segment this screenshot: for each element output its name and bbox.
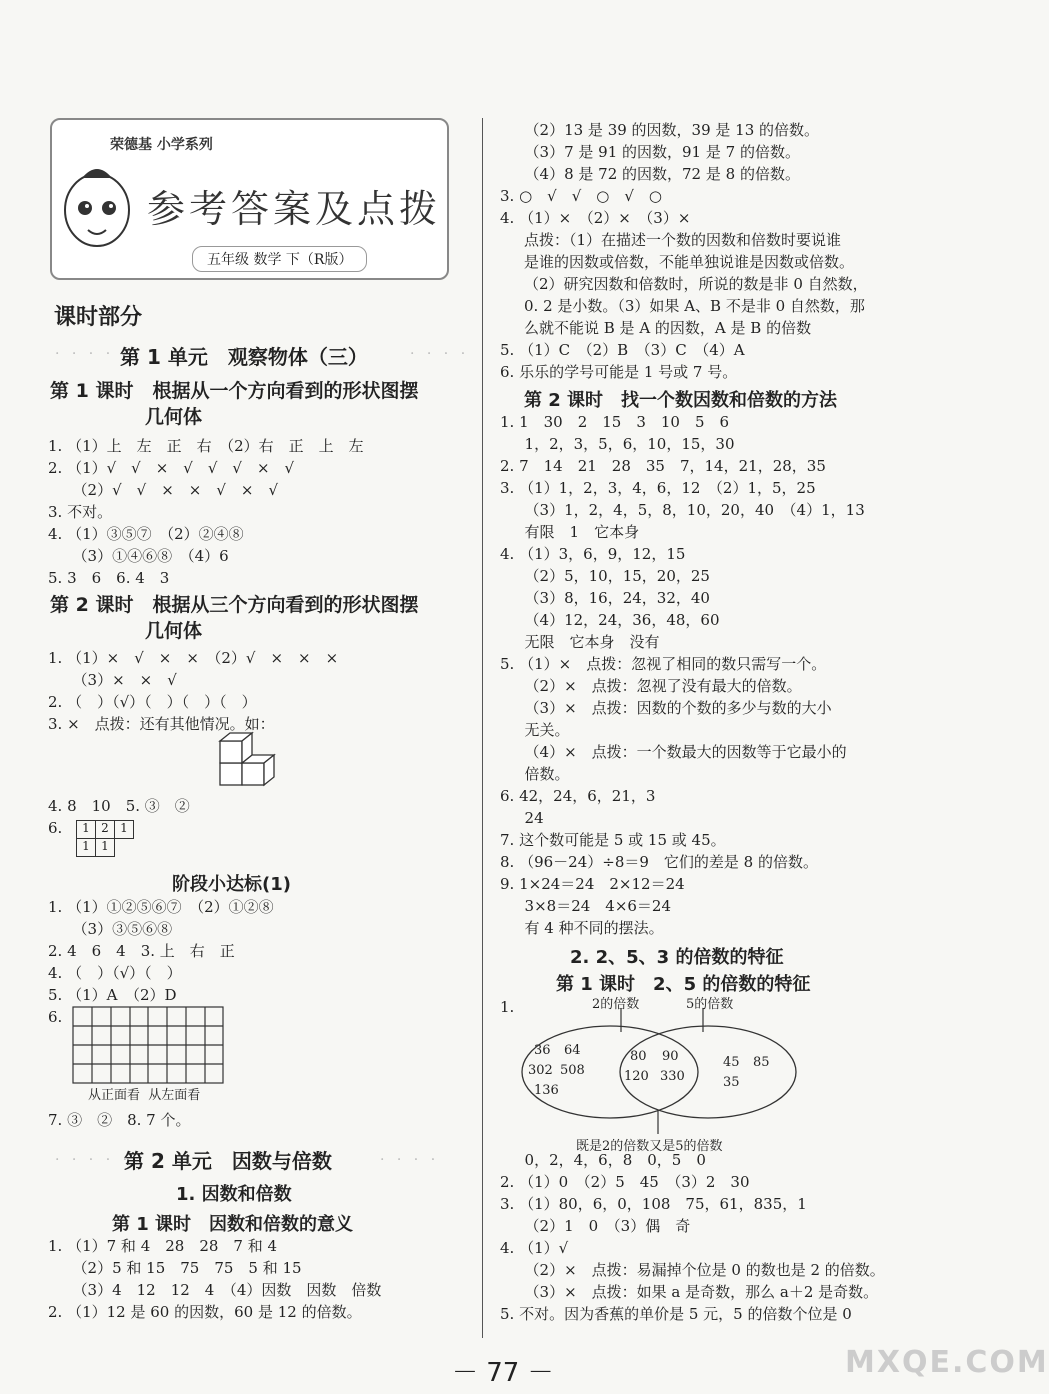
subsection-heading: 1. 因数和倍数 — [176, 1184, 292, 1205]
answer-line: 6. — [48, 819, 63, 837]
answer-line: （2）1 0 （3）偶 奇 — [500, 1217, 691, 1235]
answer-line: 7. 这个数可能是 5 或 15 或 45。 — [500, 831, 726, 849]
answer-line: （3）× 点拨：因数的个数的多少与数的大小 — [500, 699, 832, 717]
answer-line: （4）× 点拨：一个数最大的因数等于它最小的 — [500, 743, 847, 761]
page-number: － 77 － — [452, 1358, 554, 1388]
answer-line: 3. 不对。 — [48, 503, 113, 521]
venn-number: 64 — [564, 1043, 581, 1058]
venn-number: 80 — [630, 1049, 647, 1064]
decor-dots: · · · · · — [55, 1152, 132, 1168]
answer-line: 4. （1）√ — [500, 1239, 569, 1257]
subsection-heading: 2. 2、5、3 的倍数的特征 — [570, 947, 784, 968]
grid-cell: 2 — [95, 820, 115, 839]
venn-number: 120 — [624, 1069, 649, 1084]
answer-line: 3. ○ √ √ ○ √ ○ — [500, 187, 663, 205]
answer-line: 2. （1）0 （2）5 45 （3）2 30 — [500, 1173, 750, 1191]
lesson-heading: 第 1 课时 因数和倍数的意义 — [112, 1214, 354, 1235]
answer-line: 3. （1）80，6，0，108 75，61，835，1 — [500, 1195, 807, 1213]
answer-line: 倍数。 — [500, 765, 570, 783]
answer-line: 4. （1）③⑤⑦ （2）②④⑧ — [48, 525, 244, 543]
venn-number: 35 — [723, 1075, 740, 1090]
answer-line: （3）8，16，24，32，40 — [500, 589, 710, 607]
answer-line: 1. （1）7 和 4 28 28 7 和 4 — [48, 1237, 278, 1255]
mascot-icon — [52, 160, 142, 270]
answer-line: 2. （1）12 是 60 的因数，60 是 12 的倍数。 — [48, 1303, 362, 1321]
grid-cell: 1 — [76, 838, 96, 857]
header-banner — [50, 118, 449, 280]
venn-caption: 既是2的倍数又是5的倍数 — [576, 1139, 723, 1154]
decor-dots: · · · · · — [55, 346, 132, 362]
answer-line: 无限 它本身 没有 — [500, 633, 660, 651]
cube-figure — [218, 733, 280, 791]
answer-line: 1. （1）× √ × × （2）√ × × × — [48, 649, 339, 667]
answer-line: 4. （1）3，6，9，12，15 — [500, 545, 686, 563]
answer-line: 1. （1）①②⑤⑥⑦ （2）①②⑧ — [48, 898, 274, 916]
answer-line: 1. （1）上 左 正 右 （2）右 正 上 左 — [48, 437, 364, 455]
answer-line: （2）5，10，15，20，25 — [500, 567, 710, 585]
answer-line: 8. （96－24）÷8＝9 它们的差是 8 的倍数。 — [500, 853, 818, 871]
answer-line: 6. — [48, 1008, 63, 1026]
venn-label-left: 2的倍数 — [592, 997, 640, 1012]
unit1-heading: 第 1 单元 观察物体（三） — [120, 345, 368, 369]
answer-line: （3）①④⑥⑧ （4）6 — [48, 547, 229, 565]
answer-line: （3）③⑤⑥⑧ — [48, 920, 173, 938]
venn-number: 36 — [534, 1043, 551, 1058]
answer-line: （3）4 12 12 4 （4）因数 因数 倍数 — [48, 1281, 382, 1299]
banner-title: 参考答案及点拨 — [147, 187, 442, 231]
answer-line: 有 4 种不同的摆法。 — [500, 919, 664, 937]
answer-line: 2. 7 14 21 28 35 7，14，21，28，35 — [500, 457, 826, 475]
answer-line: 5. 3 6 6. 4 3 — [48, 569, 170, 587]
answer-line: （4）8 是 72 的因数，72 是 8 的倍数。 — [500, 165, 800, 183]
answer-line: 2. 4 6 4 3. 上 右 正 — [48, 942, 235, 960]
answer-line: 5. 不对。因为香蕉的单价是 5 元，5 的倍数个位是 0 — [500, 1305, 852, 1323]
answer-line: （2）研究因数和倍数时，所说的数是非 0 自然数， — [524, 275, 868, 293]
grid-cell: 1 — [95, 838, 115, 857]
grid-cell: 1 — [76, 820, 96, 839]
answer-line: 0，2，4，6，8 0，5 0 — [500, 1151, 706, 1169]
answer-line: 9. 1×24＝24 2×12＝24 — [500, 875, 685, 893]
stage-heading: 阶段小达标(1) — [172, 874, 291, 895]
digit-grid — [76, 820, 136, 858]
answer-line: （3）× 点拨：如果 a 是奇数，那么 a＋2 是奇数。 — [500, 1283, 879, 1301]
grid-caption: 从正面看 从左面看 — [88, 1088, 201, 1103]
view-grid — [72, 1006, 224, 1086]
answer-line: （3）7 是 91 的因数，91 是 7 的倍数。 — [500, 143, 800, 161]
answer-line: 4. 8 10 5. ③ ② — [48, 797, 190, 815]
lesson2-heading: 第 2 课时 根据从三个方向看到的形状图摆 几何体 — [50, 594, 419, 642]
answer-line: 7. ③ ② 8. 7 个。 — [48, 1111, 191, 1129]
venn-number: 302 — [528, 1063, 553, 1078]
banner-subtitle: 五年级 数学 下（R版） — [192, 246, 367, 272]
grid-cell: 1 — [114, 820, 134, 839]
answer-line: 4. （ ）（√）（ ） — [48, 964, 182, 982]
answer-line: 无关。 — [500, 721, 570, 739]
answer-line: 点拨：（1）在描述一个数的因数和倍数时要说谁 — [524, 231, 842, 249]
lesson-heading: 第 2 课时 找一个数因数和倍数的方法 — [524, 390, 838, 411]
answer-line: 0. 2 是小数。（3）如果 A、B 不是非 0 自然数，那 — [524, 297, 865, 315]
answer-line: 6. 42，24，6，21，3 — [500, 787, 656, 805]
answer-line: （4）12，24，36，48，60 — [500, 611, 720, 629]
answer-line: 24 — [500, 809, 544, 827]
answer-line: 3. （1）1，2，3，4，6，12 （2）1，5，25 — [500, 479, 816, 497]
section-title: 课时部分 — [54, 305, 143, 330]
answer-line: 4. （1）× （2）× （3）× — [500, 209, 691, 227]
venn-number: 90 — [662, 1049, 679, 1064]
answer-line: 5. （1）× 点拨：忽视了相同的数只需写一个。 — [500, 655, 827, 673]
venn-number: 508 — [560, 1063, 585, 1078]
answer-line: 2. （ ）（√）（ ）（ ）（ ） — [48, 693, 257, 711]
decor-dots: · · · · — [410, 346, 470, 362]
venn-label-right: 5的倍数 — [686, 997, 734, 1012]
answer-line: 1. 1 30 2 15 3 10 5 6 — [500, 413, 730, 431]
unit2-heading: 第 2 单元 因数与倍数 — [124, 1149, 332, 1173]
answer-line: （2）13 是 39 的因数，39 是 13 的倍数。 — [500, 121, 820, 139]
answer-line: （2）× 点拨：易漏掉个位是 0 的数也是 2 的倍数。 — [500, 1261, 885, 1279]
answer-line: （3）× × √ — [48, 671, 177, 689]
answer-line: 2. （1）√ √ × √ √ √ × √ — [48, 459, 295, 477]
venn-number: 330 — [660, 1069, 685, 1084]
answer-line: 3×8＝24 4×6＝24 — [500, 897, 672, 915]
answer-line: （2）√ √ × × √ × √ — [48, 481, 279, 499]
lesson1-heading: 第 1 课时 根据从一个方向看到的形状图摆 几何体 — [50, 380, 419, 428]
answer-line: （2）5 和 15 75 75 5 和 15 — [48, 1259, 302, 1277]
venn-number: 136 — [534, 1083, 559, 1098]
venn-diagram — [518, 994, 808, 1154]
answer-line: 3. × 点拨：还有其他情况。如： — [48, 715, 275, 733]
answer-line: （3）1，2，4，5，8，10，20，40 （4）1，13 — [500, 501, 865, 519]
answer-line: 1，2，3，5，6，10，15，30 — [500, 435, 735, 453]
watermark: MXQE.COM — [845, 1345, 1049, 1380]
answer-line: （2）× 点拨：忽视了没有最大的倍数。 — [500, 677, 802, 695]
answer-line: 1. — [500, 998, 515, 1016]
answer-line: 是谁的因数或倍数，不能单独说谁是因数或倍数。 — [524, 253, 855, 271]
brand-logo: 荣德基 小学系列 — [110, 137, 213, 153]
decor-dots: · · · · — [380, 1152, 440, 1168]
answer-line: 5. （1）A （2）D — [48, 986, 177, 1004]
answer-line: 么就不能说 B 是 A 的因数，A 是 B 的倍数 — [524, 319, 812, 337]
answer-line: 有限 1 它本身 — [500, 523, 640, 541]
column-divider — [482, 118, 483, 1338]
venn-number: 85 — [753, 1055, 770, 1070]
answer-line: 6. 乐乐的学号可能是 1 号或 7 号。 — [500, 363, 738, 381]
lesson-heading: 第 1 课时 2、5 的倍数的特征 — [556, 974, 811, 995]
venn-number: 45 — [723, 1055, 740, 1070]
answer-line: 5. （1）C （2）B （3）C （4）A — [500, 341, 745, 359]
